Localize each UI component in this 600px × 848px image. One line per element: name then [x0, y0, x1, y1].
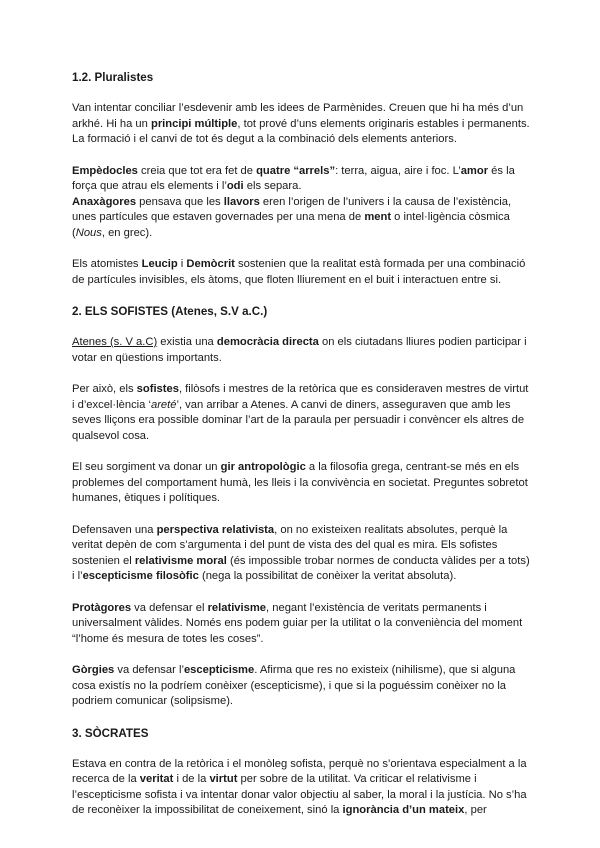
section-heading-socrates: 3. SÒCRATES — [72, 726, 149, 740]
paragraph-empedocles: Empèdocles creia que tot era fet de quatre “arrels”: terra, aigua, aire i foc. L’amor és la força que atrau els elements i l’odi els separa. — [72, 164, 515, 192]
section-heading-pluralistes: 1.2. Pluralistes — [72, 71, 154, 84]
paragraph-anaxagores: Anaxàgores pensava que les llavors eren l’origen de l’univers i la causa de l’existència, unes partícules que estaven governades per una mena de ment o intel·ligència còsmica (Nous, en grec). — [72, 195, 512, 239]
document-body — [72, 70, 532, 835]
paragraph-protagores: Protàgores va defensar el relativisme, negant l’existència de veritats permanents i universalment vàlides. Només ens podem guiar per la utilitat o la conveniència del moment “l’home és mesura de totes les coses”. — [72, 601, 523, 645]
paragraph-socrates: Estava en contra de la retòrica i el monòleg sofista, perquè no s’orientava especialment a la recerca de la veritat i de la virtut per sobre de la utilitat. Va criticar el relativisme i l’escepticisme sofista i va intentar donar valor objectiu al saber, la moral i la justícia. No s’ha de reconèixer la impossibilitat de coneixement, sinó la ignorància d’un mateix, per — [72, 757, 527, 816]
paragraph-gorgies: Gòrgies va defensar l’escepticisme. Afirma que res no existeix (nihilisme), que si alguna cosa existís no la podríem conèixer (escepticisme), i que si la poguéssim conèixer no la podriem comunicar (solipsisme). — [72, 664, 516, 707]
paragraph-pluralistes-intro: Van intentar conciliar l’esdevenir amb les idees de Parmènides. Creuen que hi ha més d’un arkhé. Hi ha un principi múltiple, tot prové d’uns elements originaris estables i permanents. La formació i el canvi de tot és degut a la combinació dels elements anteriors. — [72, 102, 530, 145]
section-heading-sofistes: 2. ELS SOFISTES (Atenes, S.V a.C.) — [72, 305, 268, 318]
paragraph-atenes: Atenes (s. V a.C) existia una democràcia directa on els ciutadans lliures podien participar i votar en qüestions importants. — [72, 336, 527, 364]
paragraph-gir-antropologic: El seu sorgiment va donar un gir antropològic a la filosofia grega, centrant-se més en els problemes del comportament humà, les lleis i la convivència en societat. Preguntes sobretot humanes, ètiques i polítiques. — [72, 461, 528, 504]
paragraph-relativista: Defensaven una perspectiva relativista, on no existeixen realitats absolutes, perquè la veritat depèn de com s’argumenta i del punt de vista des del qual es mira. Els sofistes sostenien el relativisme moral (és impossible trobar normes de conducta vàlides per a tots) i l’escepticisme filosòfic (nega la possibilitat de conèixer la veritat absoluta). — [72, 523, 530, 582]
paragraph-sofistes-origen: Per això, els sofistes, filòsofs i mestres de la retòrica que es consideraven mestres de virtut i d’excel·lència ‘areté’, van arribar a Atenes. A canvi de diners, asseguraven que amb les seves lliçons era possible dominar l’art de la paraula per persuadir i convèncer els altres de qualsevol cosa. — [72, 383, 529, 442]
paragraph-atomistes: Els atomistes Leucip i Demòcrit sostenien que la realitat està formada per una combinació de partícules invisibles, els àtoms, que floten lliurement en el buit i interactuen entre si. — [72, 258, 526, 286]
